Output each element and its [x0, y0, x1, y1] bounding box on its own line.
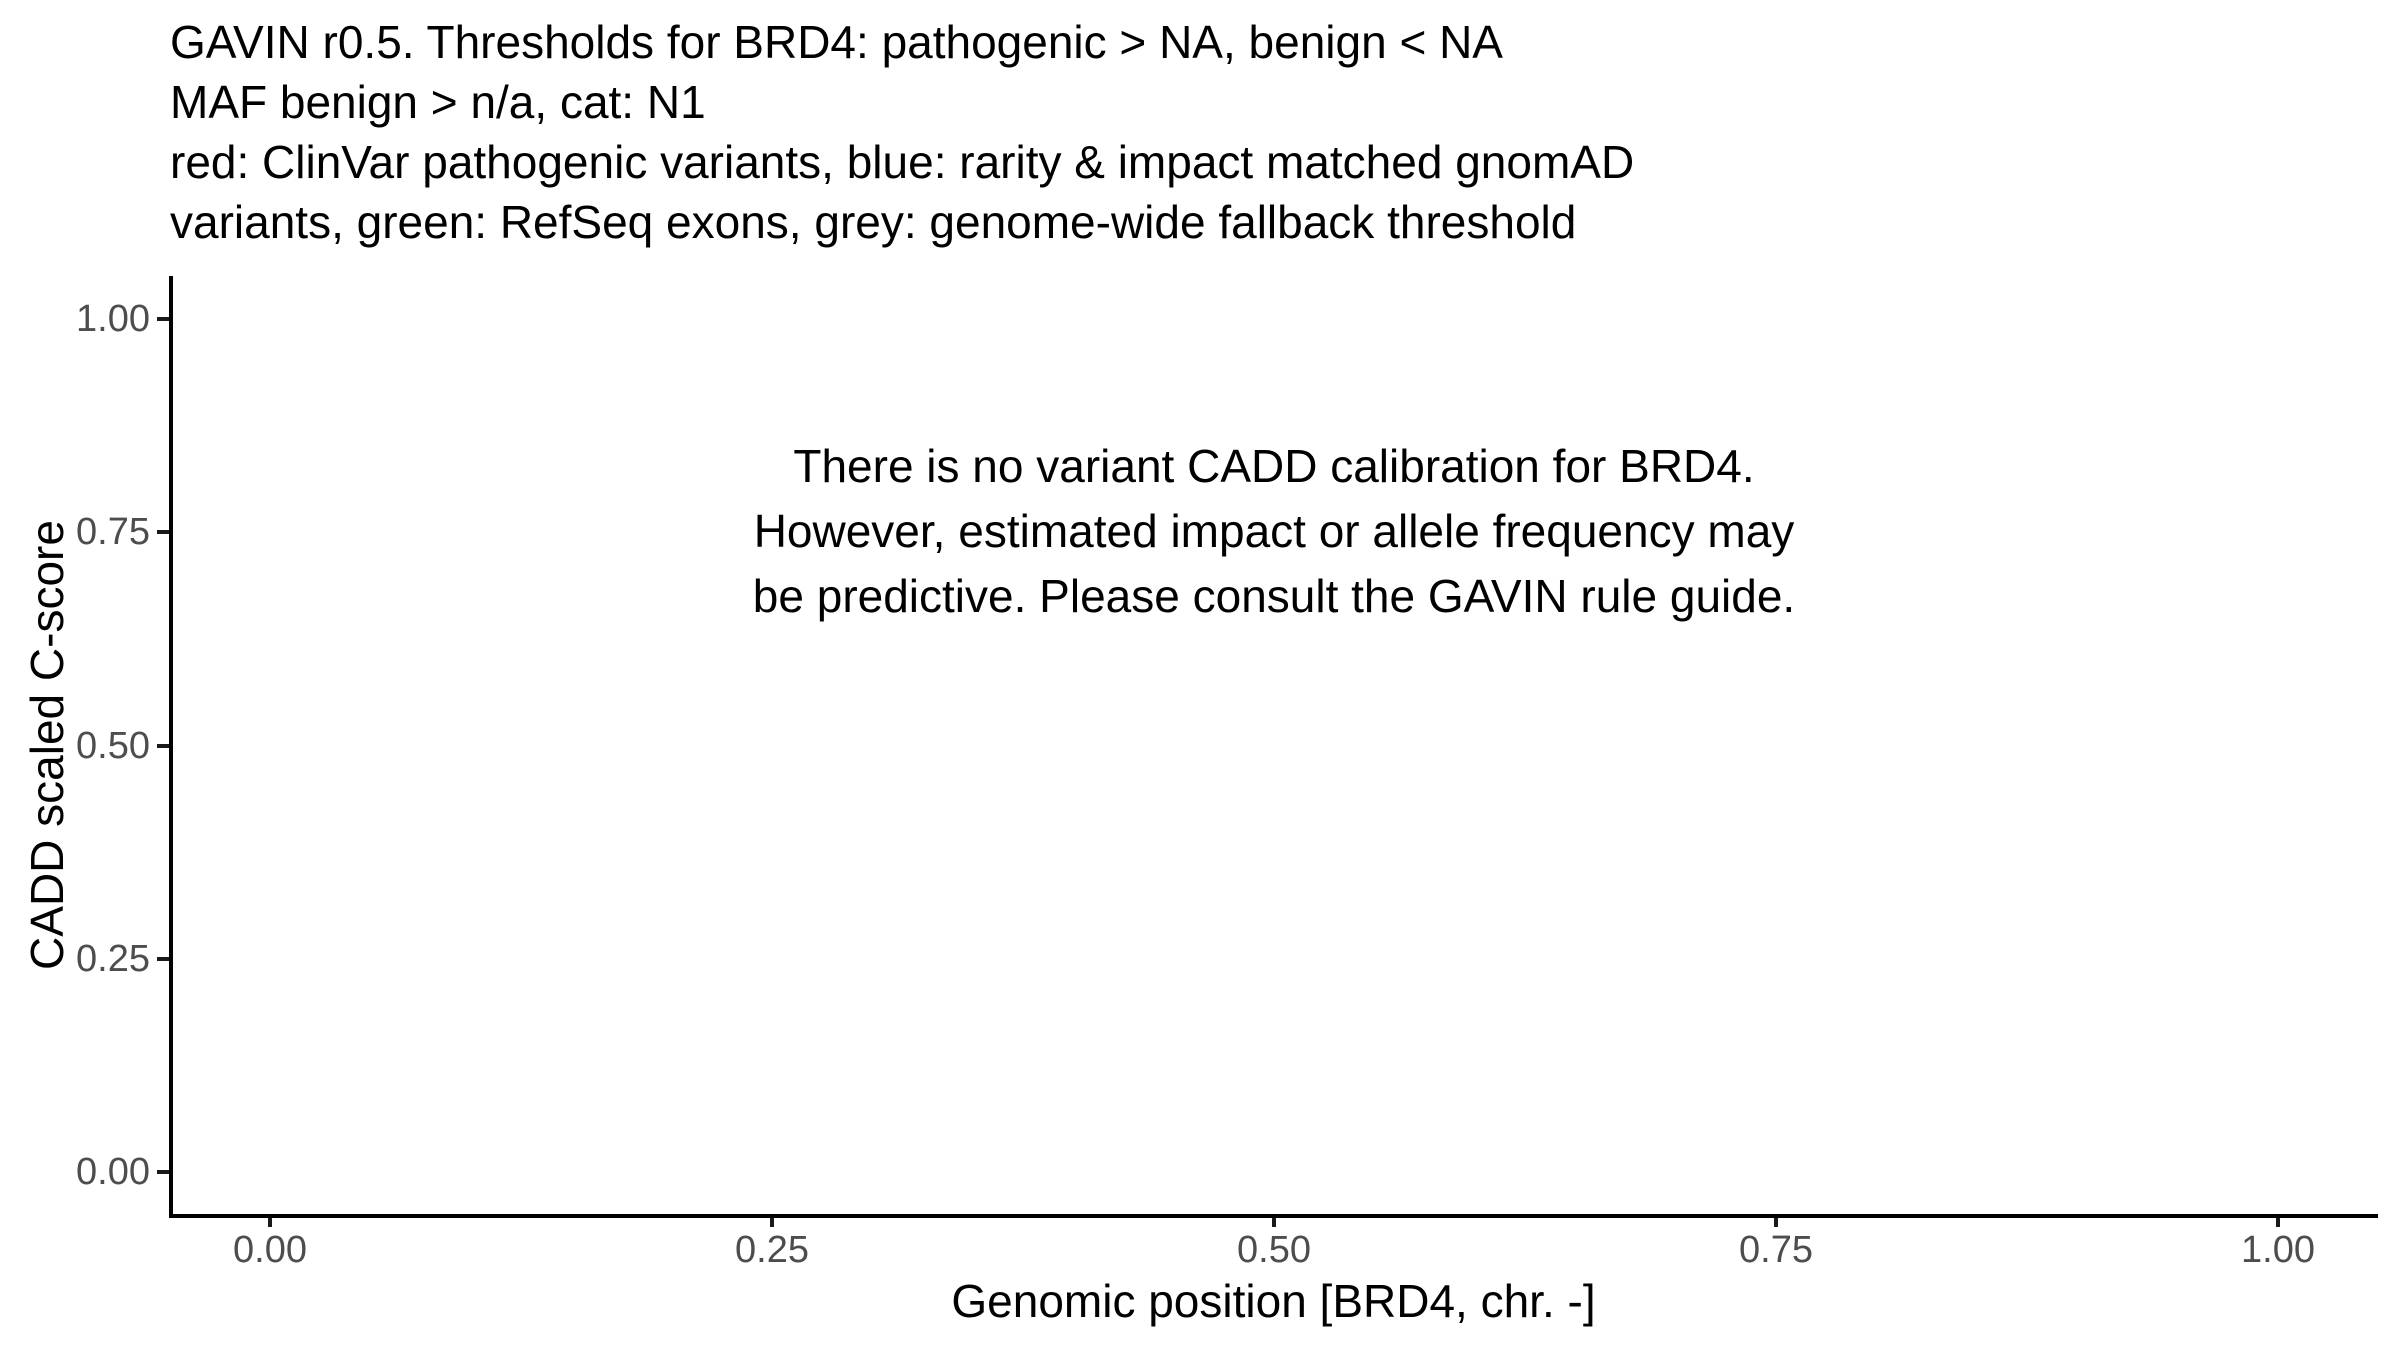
plot-title-line-2: MAF benign > n/a, cat: N1 [170, 76, 706, 128]
annotation-line-2: However, estimated impact or allele frequency may [753, 505, 1795, 557]
x-tick-label: 0.75 [1739, 1229, 1813, 1271]
x-tick-label: 1.00 [2241, 1229, 2315, 1271]
x-tick-mark [268, 1218, 272, 1227]
plot-title-line-1: GAVIN r0.5. Thresholds for BRD4: pathogenic > NA, benign < NA [170, 16, 1503, 68]
x-tick-label: 0.00 [233, 1229, 307, 1271]
x-tick-mark [1272, 1218, 1276, 1227]
y-tick-label: 0.00 [76, 1151, 150, 1193]
y-tick-mark [157, 744, 169, 748]
plot-title-line-3: red: ClinVar pathogenic variants, blue: rarity & impact matched gnomAD [170, 136, 1635, 188]
y-tick-label: 1.00 [76, 298, 150, 340]
x-tick-label: 0.25 [735, 1229, 809, 1271]
y-tick-mark [157, 530, 169, 534]
y-tick-label: 0.75 [76, 511, 150, 553]
y-tick-mark [157, 957, 169, 961]
y-tick-mark [157, 1170, 169, 1174]
plot-title-line-4: variants, green: RefSeq exons, grey: genome-wide fallback threshold [170, 196, 1577, 248]
y-tick-label: 0.50 [76, 725, 150, 767]
plot-title [170, 12, 1634, 252]
x-tick-mark [2276, 1218, 2280, 1227]
plot-panel [169, 276, 2378, 1214]
x-tick-mark [1774, 1218, 1778, 1227]
y-tick-label: 0.25 [76, 938, 150, 980]
y-axis-line [169, 276, 173, 1218]
no-calibration-annotation [574, 434, 1974, 629]
x-axis-title: Genomic position [BRD4, chr. -] [951, 1275, 1596, 1327]
annotation-line-1: There is no variant CADD calibration for BRD4. [793, 440, 1755, 492]
annotation-line-3: be predictive. Please consult the GAVIN rule guide. [752, 570, 1796, 622]
x-tick-mark [770, 1218, 774, 1227]
x-tick-label: 0.50 [1237, 1229, 1311, 1271]
y-tick-mark [157, 317, 169, 321]
y-axis-title: CADD scaled C-score [21, 520, 73, 970]
